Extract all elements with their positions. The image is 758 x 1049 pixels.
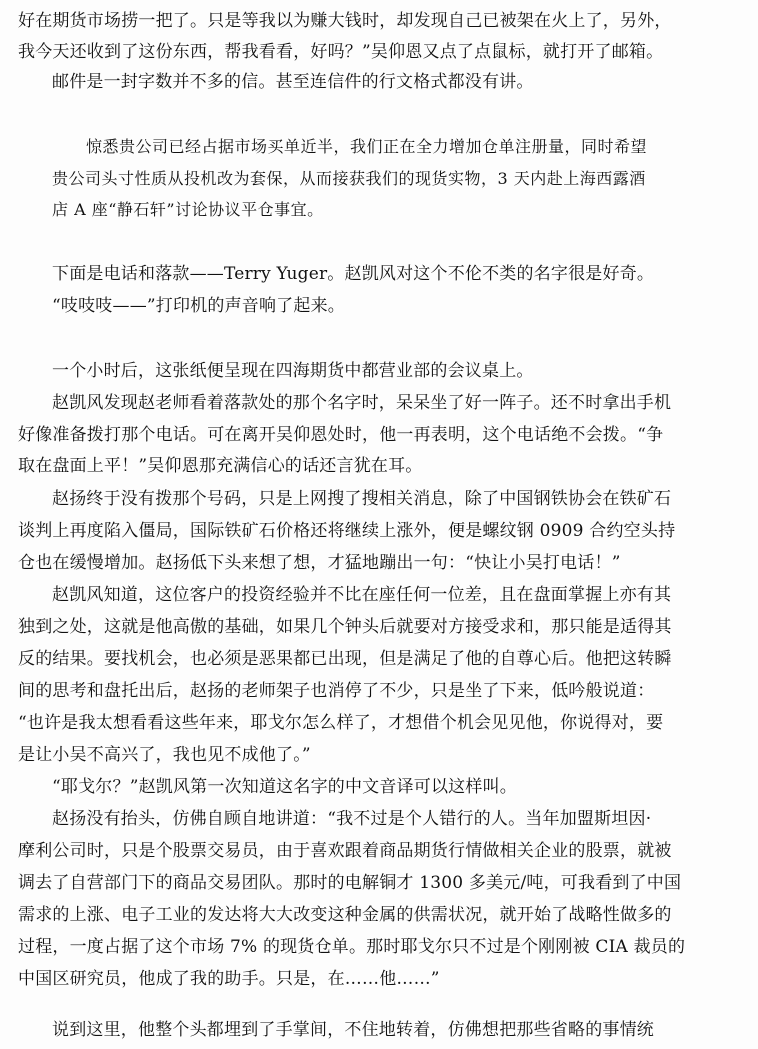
text-line: 说到这里，他整个头都埋到了手掌间，不住地转着，仿佛想把那些省略的事情统 [52, 1020, 654, 1040]
text-line: 过程，一度占据了这个市场 7% 的现货仓单。那时耶戈尔只不过是个刚刚被 CIA 裁员的 [18, 937, 686, 957]
text-line: 邮件是一封字数并不多的信。甚至连信件的行文格式都没有讲。 [52, 72, 534, 92]
text-line: 赵凯风知道，这位客户的投资经验并不比在座任何一位差，且在盘面掌握上亦有其 [52, 585, 672, 605]
text-line: 谈判上再度陷入僵局，国际铁矿石价格还将继续上涨外，便是螺纹钢 0909 合约空头持 [18, 521, 676, 541]
text-line: 赵扬终于没有拨那个号码，只是上网搜了搜相关消息，除了中国钢铁协会在铁矿石 [52, 489, 672, 509]
text-line: 赵扬没有抬头，仿佛自顾自地讲道：“我不过是个人错行的人。当年加盟斯坦因· [52, 809, 652, 829]
text-line: 好在期货市场捞一把了。只是等我以为赚大钱时，却发现自己已被架在火上了，另外， [18, 11, 672, 31]
text-line: 下面是电话和落款——Terry Yuger。赵凯风对这个不伦不类的名字很是好奇。 [52, 264, 655, 284]
text-line: 摩利公司时，只是个股票交易员，由于喜欢跟着商品期货行情做相关企业的股票，就被 [18, 841, 672, 861]
text-line: “耶戈尔？”赵凯风第一次知道这名字的中文音译可以这样叫。 [52, 777, 517, 797]
text-line: 中国区研究员，他成了我的助手。只是，在……他……” [18, 969, 440, 989]
text-line: 惊悉贵公司已经占据市场买单近半，我们正在全力增加仓单注册量，同时希望 [86, 137, 648, 156]
text-line: 赵凯风发现赵老师看着落款处的那个名字时，呆呆坐了好一阵子。还不时拿出手机 [52, 393, 672, 413]
text-line: 反的结果。要找机会，也必须是恶果都已出现，但是满足了他的自尊心后。他把这转瞬 [18, 649, 672, 669]
text-line: 需求的上涨、电子工业的发达将大大改变这种金属的供需状况，就开始了战略性做多的 [18, 905, 672, 925]
text-line: 贵公司头寸性质从投机改为套保，从而接获我们的现货实物，3 天内赴上海西露酒 [52, 169, 646, 188]
text-line: 取在盘面上平！”吴仰恩那充满信心的话还言犹在耳。 [18, 456, 423, 476]
text-line: “也许是我太想看看这些年来，耶戈尔怎么样了，才想借个机会见见他，你说得对，要 [18, 713, 664, 733]
text-line: 是让小吴不高兴了，我也见不成他了。” [18, 745, 311, 765]
text-line: 调去了自营部门下的商品交易团队。那时的电解铜才 1300 多美元/吨，可我看到了中国 [18, 873, 682, 893]
text-line: 我今天还收到了这份东西，帮我看看，好吗？”吴仰恩又点了点鼠标，就打开了邮箱。 [18, 42, 664, 62]
text-line: 仓也在缓慢增加。赵扬低下头来想了想，才猛地蹦出一句：“快让小吴打电话！” [18, 553, 621, 573]
text-line: 独到之处，这就是他高傲的基础，如果几个钟头后就要对方接受求和，那只能是适得其 [18, 617, 672, 637]
text-line: 一个小时后，这张纸便呈现在四海期货中都营业部的会议桌上。 [52, 361, 534, 381]
text-line: 店 A 座“静石轩”讨论协议平仓事宜。 [52, 200, 324, 219]
text-line: 间的思考和盘托出后，赵扬的老师架子也消停了不少，只是坐了下来，低吟般说道： [18, 681, 655, 701]
text-line: “吱吱吱——”打印机的声音响了起来。 [52, 296, 345, 316]
text-line: 好像准备拨打那个电话。可在离开吴仰恩处时，他一再表明，这个电话绝不会拨。“争 [18, 425, 664, 445]
